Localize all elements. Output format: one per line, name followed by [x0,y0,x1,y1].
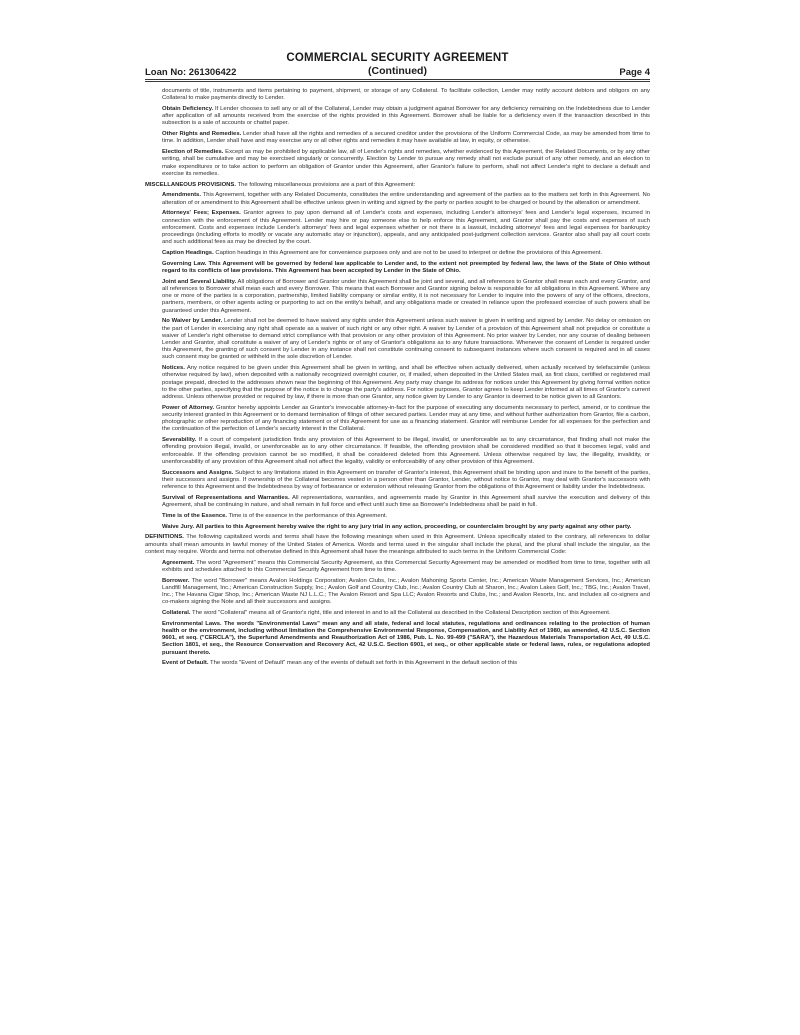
paragraph-def-collateral [162,610,650,617]
paragraph-governing-law [162,261,650,275]
paragraph-no-waiver [162,318,650,361]
paragraph-miscellaneous [145,182,650,189]
paragraph-joint-liability [162,279,650,315]
section-heading: Amendments. [162,192,201,199]
section-heading: DEFINITIONS. [145,534,184,541]
paragraph-text: All representations, warranties, and agreements made by Grantor in this Agreement shall survive the execution and delivery of this Agreement, shall be continuing in nature, and shall remain in full force and effect until such time as Borrower's Indebtedness shall be paid in full. [162,494,650,509]
paragraph-power-of-attorney [162,405,650,434]
document-subtitle: (Continued) [368,65,427,77]
paragraph-text: Lender shall not be deemed to have waived any rights under this Agreement unless such waiver is given in writing and signed by Lender. No delay or omission on the part of Lender in exercising any right shall operate as a waiver of such right or any other right. A waiver by Lender of a provision of this Agreement shall not prejudice or constitute a waiver of Lender's right otherwise to demand strict compliance with that provision or any other provision of this Agreement. No prior waiver by Lender, nor any course of dealing between Lender and Grantor, shall constitute a waiver of any of Lender's rights or of any of Grantor's obligations as to any future transactions. Whenever the consent of Lender is required under this Agreement, the granting of such consent by Lender in any instance shall not constitute continuing consent to subsequent instances where such consent is required and in all cases such consent may be granted or withheld in the sole discretion of Lender. [162,318,650,361]
paragraph-text: documents of title, instruments and items pertaining to payment, shipment, or storage of any Collateral. To facilitate collection, Lender may notify account debtors and obligors on any Collateral to make payments directly to Lender. [162,88,650,102]
section-heading: Other Rights and Remedies. [162,131,242,138]
section-heading: Successors and Assigns. [162,469,234,476]
paragraph-text: All parties to this Agreement hereby waive the right to any jury trial in any action, proceeding, or counterclaim brought by any party against any other party. [195,523,632,530]
paragraph-text: Time is of the essence in the performance of this Agreement. [228,512,388,519]
section-heading: Obtain Deficiency. [162,106,214,112]
paragraph-def-environmental-laws [162,621,650,657]
paragraph-text: This Agreement will be governed by federal law applicable to Lender and, to the extent not preempted by federal law, the laws of the State of Ohio without regard to its conflicts of law provisions. This Agreement has been accepted by Lender in the State of Ohio. [162,260,651,275]
header-rule [145,79,650,80]
section-heading: Severability. [162,437,197,444]
paragraph-text: Any notice required to be given under this Agreement shall be given in writing, and shall be effective when actually delivered, when actually received by telefacsimile (unless otherwise required by law), when deposited with a nationally recognized overnight courier, or, if mailed, when deposited in the United States mail, as first class, certified or registered mail postage prepaid, directed to the addresses shown near the beginning of this Agreement. Any party may change its address for notices under this Agreement by giving formal written notice to the other parties, specifying that the purpose of the notice is to change the party's address. For notice purposes, Grantor agrees to keep Lender informed at all times of Grantor's current address. Unless otherwise provided or required by law, if there is more than one Grantor, any notice given by Lender to any Grantor is deemed to be notice given to all Grantors. [162,365,650,401]
paragraph-other-rights [162,131,650,145]
paragraph-text: The word "Agreement" means this Commercial Security Agreement, as this Commercial Security Agreement may be amended or modified from time to time, together with all exhibits and schedules attached to this Commercial Security Agreement from time to time. [162,559,650,573]
paragraph-text: Grantor hereby appoints Lender as Grantor's irrevocable attorney-in-fact for the purpose of executing any documents necessary to perfect, amend, or to continue the security interest granted in this Agreement or to demand termination of filings of other secured parties. Lender may at any time, and without further authorization from Grantor, file a carbon, photographic or other reproduction of any financing statement or of this Agreement for use as a financing statement. Grantor will reimburse Lender for all expenses for the perfection and the continuation of the perfection of Lender's security interest in the Collateral. [162,404,651,433]
document-title: COMMERCIAL SECURITY AGREEMENT [286,52,509,64]
section-heading: Survival of Representations and Warranties. [162,494,290,501]
paragraph-text: Subject to any limitations stated in this Agreement on transfer of Grantor's interest, this Agreement shall be binding upon and inure to the benefit of the parties, their successors and assigns. If ownership of the Collateral becomes vested in a person other than Grantor, Lender, without notice to Grantor, may deal with Grantor's successors with reference to this Agreement and the Indebtedness by way of forbearance or extension without releasing Grantor from the obligations of this Agreement or liability under the Indebtedness. [162,469,651,491]
paragraph-text: Caption headings in this Agreement are for convenience purposes only and are not to be used to interpret or define the provisions of this Agreement. [215,250,603,257]
paragraph-successors [162,470,650,492]
paragraph-def-agreement [162,560,650,574]
section-heading: Environmental Laws. [162,620,222,627]
paragraph-def-borrower [162,578,650,607]
section-heading: Waive Jury. [162,523,195,530]
paragraph-text: The following capitalized words and terms shall have the following meanings when used in this Agreement. Unless specifically stated to the contrary, all references to dollar amounts shall mean amounts in lawful money of the United States of America. Words and terms used in the singular shall include the plural, and the plural shall include the singular, as the context may require. Words and terms not otherwise defined in this Agreement shall have the meanings attributed to such terms in the Uniform Commercial Code: [145,534,650,555]
section-heading: Attorneys' Fees; Expenses. [162,210,241,217]
paragraph-attorneys-fees [162,210,650,246]
section-heading: Agreement. [162,559,195,566]
section-heading: Event of Default. [162,660,209,667]
loan-number: Loan No: 261306422 [145,67,237,78]
paragraph-text: The word "Collateral" means all of Grantor's right, title and interest in and to all the Collateral as described in the Collateral Description section of this Agreement. [192,610,611,617]
section-heading: Governing Law. [162,260,207,267]
section-heading: Collateral. [162,610,191,617]
paragraph-survival [162,495,650,509]
section-heading: MISCELLANEOUS PROVISIONS. [145,181,236,188]
paragraph-amendments [162,192,650,206]
paragraph-severability [162,437,650,466]
paragraph-text: The words "Environmental Laws" mean any and all state, federal and local statutes, regulations and ordinances relating to the protection of human health or the environment, including without limitation the Comprehensive Environmental Response, Compensation, and Liability Act of 1980, as amended, 42 U.S.C. Section 9601, et seq. ("CERCLA"), the Superfund Amendments and Reauthorization Act of 1986, Pub. L. No. 99-499 ("SARA"), the Hazardous Materials Transportation Act, 49 U.S.C. Section 1801, et seq., the Resource Conservation and Recovery Act, 42 U.S.C. Section 6901, et seq., or other applicable state or federal laws, rules, or regulations adopted pursuant thereto. [162,620,651,656]
paragraph-text: Grantor agrees to pay upon demand all of Lender's costs and expenses, including Lender's attorneys' fees and Lender's legal expenses, incurred in connection with the enforcement of this Agreement. Lender may hire or pay someone else to help enforce this Agreement, and Grantor shall pay the costs and expenses of such enforcement. Costs and expenses include Lender's attorneys' fees and legal expenses whether or not there is a lawsuit, including attorneys' fees and legal expenses for bankruptcy proceedings (including efforts to modify or vacate any automatic stay or injunction), appeals, and any anticipated post-judgment collection services. Grantor also shall pay all court costs and such additional fees as may be directed by the court. [162,210,651,246]
title-block [145,52,650,77]
paragraph-text: This Agreement, together with any Related Documents, constitutes the entire understanding and agreement of the parties as to the matters set forth in this Agreement. No alteration of or amendment to this Agreement shall be effective unless given in writing and signed by the party or parties sought to be charged or bound by the alteration or amendment. [162,192,650,206]
paragraph-election-of-remedies [162,149,650,178]
section-heading: Time is of the Essence. [162,512,228,519]
section-heading: Election of Remedies. [162,149,224,156]
paragraph-obtain-deficiency [162,106,650,128]
paragraph-text: Lender shall have all the rights and remedies of a secured creditor under the provisions of the Uniform Commercial Code, as may be amended from time to time. In addition, Lender shall have and may exercise any or all other rights and remedies it may have available at law, in equity, or otherwise. [162,131,651,145]
paragraph-def-event-of-default [162,660,650,667]
paragraph-text: Except as may be prohibited by applicable law, all of Lender's rights and remedies, whether evidenced by this Agreement, the Related Documents, or by any other writing, shall be cumulative and may be exercised singularly or concurrently. Election by Lender to pursue any remedy shall not exclude pursuit of any other remedy, and an election to make expenditures or to take action to perform an obligation of Grantor under this Agreement, after Grantor's failure to perform, shall not affect Lender's right to declare a default and exercise its remedies. [162,149,650,177]
section-heading: No Waiver by Lender. [162,318,223,325]
page-number: Page 4 [619,67,650,78]
paragraph-text: The following miscellaneous provisions are a part of this Agreement: [237,181,416,188]
paragraph-text: The words "Event of Default" mean any of the events of default set forth in this Agreement in the default section of this [210,660,518,667]
paragraph-definitions [145,534,650,556]
paragraph-time-essence [162,513,650,520]
paragraph-collection [162,88,650,102]
paragraph-waive-jury [162,524,650,531]
paragraph-notices [162,365,650,401]
header-rule-second [145,81,650,82]
section-heading: Notices. [162,365,185,372]
paragraph-text: All obligations of Borrower and Grantor under this Agreement shall be joint and several, and all references to Grantor shall mean each and every Grantor, and all references to Borrower shall mean each and every Borrower. This means that each Borrower and Grantor signing below is responsible for all obligations in this Agreement. Where any one or more of the parties is a corporation, partnership, limited liability company or similar entity, it is not necessary for Lender to inquire into the powers of any of the officers, directors, partners, members, or other agents acting or purporting to act on the entity's behalf, and any obligations made or created in reliance upon the professed exercise of such powers shall be guaranteed under this Agreement. [162,278,650,314]
paragraph-caption-headings [162,250,650,257]
paragraph-text: If a court of competent jurisdiction finds any provision of this Agreement to be illegal, invalid, or unenforceable as to any circumstance, that finding shall not make the offending provision illegal, invalid, or unenforceable as to any other circumstance. If feasible, the offending provision shall be considered modified so that it becomes legal, valid and enforceable. If the offending provision cannot be so modified, it shall be considered deleted from this Agreement. Unless otherwise required by law, the illegality, invalidity, or unenforceability of any provision of this Agreement shall not affect the legality, validity or enforceability of any other provision of this Agreement. [162,437,651,465]
paragraph-text: The word "Borrower" means Avalon Holdings Corporation; Avalon Clubs, Inc.; Avalon Mahoning Sports Center, Inc.; American Waste Management Services, Inc.; American Landfill Management, Inc.; American Construction Supply, Inc.; Avalon Golf and Country Club, Inc.; Avalon Country Club at Sharon, Inc.; Avalon Lakes Golf, Inc.; TBG, Inc.; Avalon Travel, Inc.; The Havana Cigar Shop, Inc.; American Waste NJ L.L.C.; The Avalon Resort and Spa LLC; Avalon Resorts and Clubs, Inc.; and Avalon Resorts, Inc. and includes all co-signers and co-makers signing the Note and all their successors and assigns. [162,577,651,606]
section-heading: Borrower. [162,577,190,584]
section-heading: Power of Attorney. [162,404,215,411]
section-heading: Caption Headings. [162,250,214,257]
document-body [145,88,650,671]
paragraph-text: If Lender chooses to sell any or all of the Collateral, Lender may obtain a judgment against Borrower for any deficiency remaining on the Indebtedness due to Lender after application of all amounts received from the exercise of the rights provided in this Agreement. Borrower shall be liable for a deficiency even if the transaction described in this subsection is a sale of accounts or chattel paper. [162,106,650,127]
section-heading: Joint and Several Liability. [162,278,237,285]
